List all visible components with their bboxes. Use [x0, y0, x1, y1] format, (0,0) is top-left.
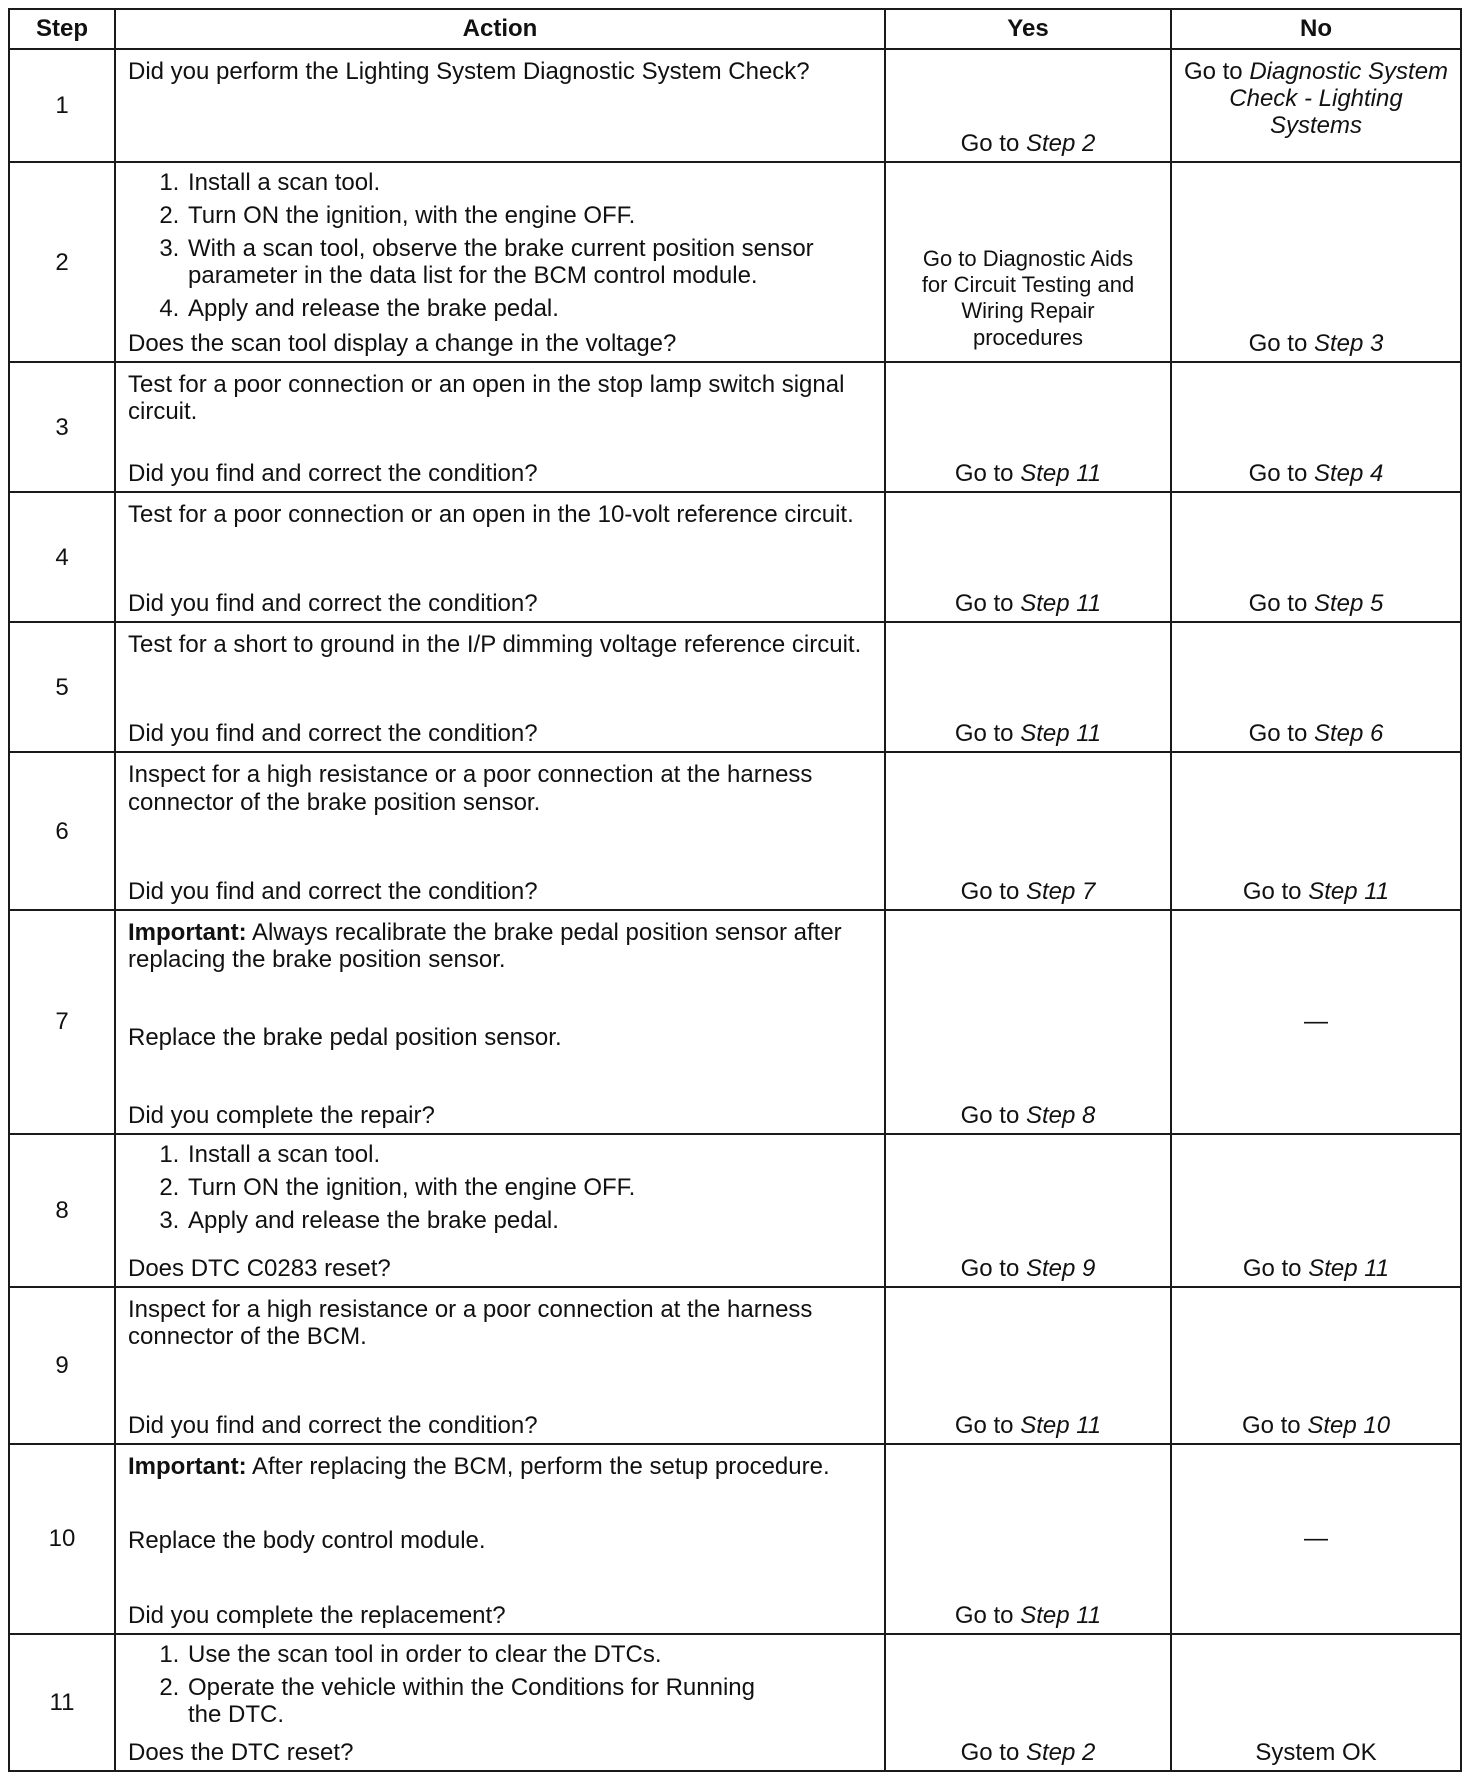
- step-link[interactable]: Step 6: [1313, 720, 1384, 748]
- step-link[interactable]: Step 11: [1020, 590, 1102, 618]
- step-number: 8: [9, 1134, 115, 1287]
- table-row: [9, 752, 1461, 909]
- table-row: [9, 1134, 1461, 1287]
- action-cell: [115, 1287, 885, 1444]
- step-number: 7: [9, 910, 115, 1134]
- step-link[interactable]: Step 2: [1025, 129, 1096, 157]
- step-link[interactable]: Step 11: [1308, 877, 1390, 905]
- action-text: Replace the body control module.: [128, 1527, 486, 1555]
- action-text: Test for a short to ground in the I/P dimming voltage reference circuit.: [128, 631, 862, 659]
- table-row: [9, 1444, 1461, 1634]
- no-cell[interactable]: Go to Step 3: [1171, 162, 1461, 362]
- table-row: [9, 622, 1461, 752]
- action-cell: [115, 910, 885, 1134]
- no-cell: System OK: [1171, 1634, 1461, 1771]
- diagnostic-aids-link[interactable]: Go to Diagnostic Aids for Circuit Testing and Wiring Repair procedures: [921, 245, 1135, 350]
- procedure-list: [128, 1641, 872, 1734]
- step-link[interactable]: Step 2: [1025, 1738, 1096, 1766]
- question: Does DTC C0283 reset?: [128, 1254, 391, 1282]
- header-row: [9, 9, 1461, 49]
- procedure-list: [128, 169, 872, 329]
- header-no: No: [1171, 9, 1461, 49]
- step-link[interactable]: Step 11: [1308, 1254, 1390, 1282]
- important-label: Important:: [128, 1453, 247, 1481]
- action-cell: [115, 622, 885, 752]
- step-link[interactable]: Step 7: [1025, 877, 1096, 905]
- question: Did you find and correct the condition?: [128, 1412, 538, 1440]
- yes-cell[interactable]: Go to Step 11: [885, 1287, 1171, 1444]
- question: Did you find and correct the condition?: [128, 877, 538, 905]
- step-link[interactable]: Step 11: [1020, 460, 1102, 488]
- action-cell: [115, 162, 885, 362]
- action-cell: [115, 752, 885, 909]
- step-number: 4: [9, 492, 115, 622]
- action-text: Inspect for a high resistance or a poor connection at the harness connector of the BCM.: [128, 1295, 813, 1351]
- step-number: 2: [9, 162, 115, 362]
- yes-cell[interactable]: [885, 162, 1171, 362]
- header-step: Step: [9, 9, 115, 49]
- action-text: Test for a poor connection or an open in the stop lamp switch signal circuit.: [128, 371, 845, 426]
- step-link[interactable]: Step 9: [1025, 1254, 1096, 1282]
- no-cell[interactable]: Go to Step 10: [1171, 1287, 1461, 1444]
- step-number: 3: [9, 362, 115, 492]
- action-text: Test for a poor connection or an open in the 10-volt reference circuit.: [128, 501, 854, 529]
- no-cell[interactable]: Go to Step 11: [1171, 752, 1461, 909]
- no-cell[interactable]: Go to Step 11: [1171, 1134, 1461, 1287]
- step-number: 5: [9, 622, 115, 752]
- action-cell: [115, 492, 885, 622]
- important-label: Important:: [128, 918, 247, 946]
- step-link[interactable]: Step 5: [1313, 590, 1384, 618]
- yes-cell[interactable]: Go to Step 11: [885, 492, 1171, 622]
- step-link[interactable]: Step 8: [1025, 1101, 1096, 1129]
- table-row: [9, 362, 1461, 492]
- diagnostic-system-check-link[interactable]: Diagnostic System Check - Lighting Systems: [1229, 58, 1449, 140]
- table-row: [9, 1634, 1461, 1771]
- no-cell[interactable]: Go to Step 4: [1171, 362, 1461, 492]
- list-item: 1. Use the scan tool in order to clear the DTCs.: [186, 1641, 872, 1668]
- action-cell: [115, 1444, 885, 1634]
- question: Did you complete the repair?: [128, 1101, 435, 1129]
- header-action: Action: [115, 9, 885, 49]
- action-cell: [115, 49, 885, 162]
- action-cell: [115, 362, 885, 492]
- step-link[interactable]: Step 11: [1020, 720, 1102, 748]
- yes-cell[interactable]: Go to Step 2: [885, 49, 1171, 162]
- yes-cell[interactable]: Go to Step 2: [885, 1634, 1171, 1771]
- list-item: 1. Install a scan tool.: [186, 169, 872, 196]
- step-link[interactable]: Step 3: [1313, 330, 1384, 358]
- step-link[interactable]: Step 4: [1313, 460, 1384, 488]
- question: Did you complete the replacement?: [128, 1601, 506, 1629]
- table-row: [9, 910, 1461, 1134]
- yes-cell[interactable]: Go to Step 9: [885, 1134, 1171, 1287]
- yes-cell[interactable]: Go to Step 11: [885, 362, 1171, 492]
- step-number: 6: [9, 752, 115, 909]
- action-cell: [115, 1634, 885, 1771]
- table-row: [9, 162, 1461, 362]
- yes-cell[interactable]: Go to Step 11: [885, 1444, 1171, 1634]
- no-cell[interactable]: Go to Step 5: [1171, 492, 1461, 622]
- question: Did you find and correct the condition?: [128, 720, 538, 748]
- table-row: [9, 492, 1461, 622]
- question: Did you perform the Lighting System Diagnostic System Check?: [128, 58, 810, 85]
- step-number: 11: [9, 1634, 115, 1771]
- step-number: 10: [9, 1444, 115, 1634]
- list-item: 1. Install a scan tool.: [186, 1141, 872, 1168]
- action-text: Inspect for a high resistance or a poor connection at the harness connector of the brake position sensor.: [128, 761, 813, 816]
- list-item: 3. Apply and release the brake pedal.: [186, 1207, 872, 1234]
- step-link[interactable]: Step 10: [1307, 1412, 1391, 1440]
- procedure-list: [128, 1141, 872, 1240]
- no-cell[interactable]: Go to Step 6: [1171, 622, 1461, 752]
- step-number: 9: [9, 1287, 115, 1444]
- list-item: 2. Turn ON the ignition, with the engine OFF.: [186, 202, 872, 229]
- list-item: 3. With a scan tool, observe the brake current position sensor parameter in the data list for the BCM control module.: [186, 235, 872, 289]
- list-item: 2. Turn ON the ignition, with the engine OFF.: [186, 1174, 872, 1201]
- step-link[interactable]: Step 11: [1020, 1412, 1102, 1440]
- important-note: Important: After replacing the BCM, perform the setup procedure.: [128, 1453, 830, 1481]
- step-link[interactable]: Step 11: [1020, 1601, 1102, 1629]
- table-row: [9, 49, 1461, 162]
- diagnostic-table: [8, 8, 1462, 1772]
- question: Does the DTC reset?: [128, 1738, 354, 1766]
- no-cell[interactable]: Go to Diagnostic System Check - Lighting Systems: [1171, 49, 1461, 162]
- yes-cell[interactable]: Go to Step 11: [885, 622, 1171, 752]
- question: Does the scan tool display a change in the voltage?: [128, 330, 677, 358]
- question: Did you find and correct the condition?: [128, 460, 538, 488]
- list-item: 4. Apply and release the brake pedal.: [186, 295, 872, 322]
- action-cell: [115, 1134, 885, 1287]
- step-number: 1: [9, 49, 115, 162]
- list-item: 2. Operate the vehicle within the Conditions for Running the DTC.: [186, 1674, 872, 1728]
- yes-cell[interactable]: Go to Step 7: [885, 752, 1171, 909]
- question: Did you find and correct the condition?: [128, 590, 538, 618]
- important-note: Important: Always recalibrate the brake pedal position sensor after replacing the brake position sensor.: [128, 918, 842, 973]
- yes-cell[interactable]: Go to Step 8: [885, 910, 1171, 1134]
- action-text: Replace the brake pedal position sensor.: [128, 1023, 562, 1051]
- no-cell: —: [1171, 1444, 1461, 1634]
- header-yes: Yes: [885, 9, 1171, 49]
- no-cell: —: [1171, 910, 1461, 1134]
- table-row: [9, 1287, 1461, 1444]
